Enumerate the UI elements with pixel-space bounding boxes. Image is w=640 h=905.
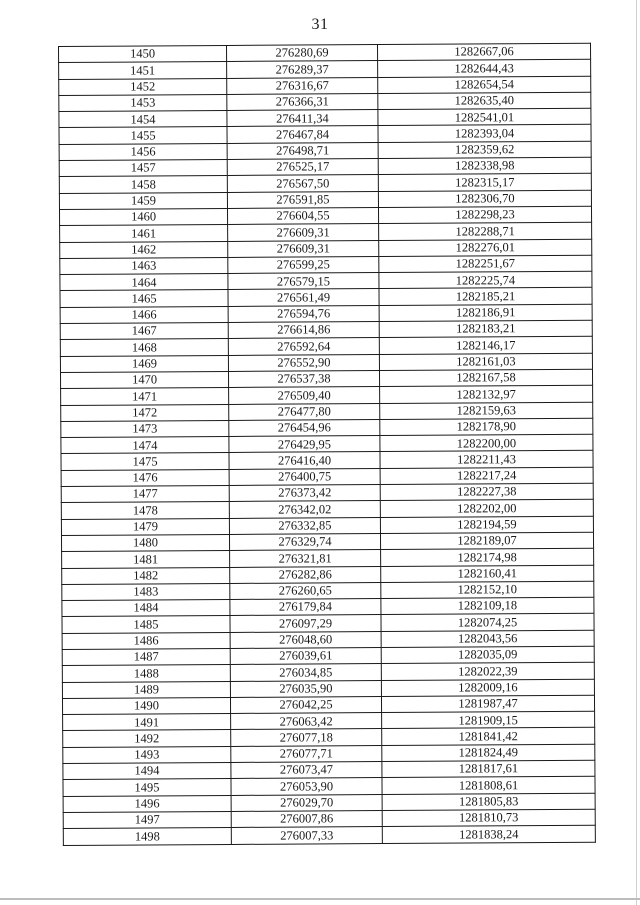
x-coordinate-cell: 276077,71 [231, 745, 382, 762]
point-number-cell: 1461 [60, 225, 228, 242]
y-coordinate-cell: 1282043,56 [381, 630, 594, 648]
point-number-cell: 1490 [62, 697, 230, 714]
point-number-cell: 1452 [59, 78, 227, 95]
y-coordinate-cell: 1282654,54 [378, 76, 591, 94]
coordinates-table-container [58, 43, 595, 846]
x-coordinate-cell: 276007,86 [231, 810, 382, 827]
x-coordinate-cell: 276042,25 [230, 696, 381, 713]
y-coordinate-cell: 1282132,97 [380, 385, 593, 403]
y-coordinate-cell: 1281817,61 [382, 760, 595, 778]
x-coordinate-cell: 276537,38 [228, 370, 379, 387]
x-coordinate-cell: 276592,64 [228, 338, 379, 355]
y-coordinate-cell: 1282298,23 [378, 206, 591, 224]
y-coordinate-cell: 1282338,98 [378, 157, 591, 175]
point-number-cell: 1458 [59, 176, 227, 193]
y-coordinate-cell: 1282200,00 [380, 434, 593, 452]
point-number-cell: 1468 [60, 339, 228, 356]
x-coordinate-cell: 276614,86 [228, 322, 379, 339]
y-coordinate-cell: 1282393,04 [378, 125, 591, 143]
x-coordinate-cell: 276525,17 [227, 159, 378, 176]
point-number-cell: 1469 [60, 355, 228, 372]
y-coordinate-cell: 1282211,43 [380, 451, 593, 469]
point-number-cell: 1486 [62, 632, 230, 649]
point-number-cell: 1497 [63, 811, 231, 828]
y-coordinate-cell: 1282306,70 [378, 190, 591, 208]
y-coordinate-cell: 1282251,67 [379, 255, 592, 273]
y-coordinate-cell: 1281909,15 [382, 711, 595, 729]
point-number-cell: 1495 [63, 779, 231, 796]
x-coordinate-cell: 276316,67 [227, 77, 378, 94]
point-number-cell: 1457 [59, 160, 227, 177]
y-coordinate-cell: 1282288,71 [379, 223, 592, 241]
point-number-cell: 1463 [60, 257, 228, 274]
y-coordinate-cell: 1282146,17 [379, 337, 592, 355]
y-coordinate-cell: 1281824,49 [382, 744, 595, 762]
point-number-cell: 1466 [60, 306, 228, 323]
x-coordinate-cell: 276609,31 [228, 224, 379, 241]
y-coordinate-cell: 1281805,83 [382, 793, 595, 811]
x-coordinate-cell: 276097,29 [230, 615, 381, 632]
x-coordinate-cell: 276332,85 [229, 517, 380, 534]
point-number-cell: 1473 [61, 420, 229, 437]
point-number-cell: 1465 [60, 290, 228, 307]
point-number-cell: 1456 [59, 143, 227, 160]
y-coordinate-cell: 1282541,01 [378, 108, 591, 126]
coordinates-table-body [59, 43, 596, 845]
y-coordinate-cell: 1282186,91 [379, 304, 592, 322]
y-coordinate-cell: 1282022,39 [381, 663, 594, 681]
x-coordinate-cell: 276035,90 [230, 680, 381, 697]
table-row [63, 825, 595, 845]
y-coordinate-cell: 1281810,73 [382, 809, 595, 827]
point-number-cell: 1454 [59, 111, 227, 128]
x-coordinate-cell: 276561,49 [228, 289, 379, 306]
page-edge-bottom [0, 898, 640, 900]
x-coordinate-cell: 276599,25 [228, 256, 379, 273]
y-coordinate-cell: 1282227,38 [380, 483, 593, 501]
x-coordinate-cell: 276373,42 [229, 485, 380, 502]
y-coordinate-cell: 1282635,40 [378, 92, 591, 110]
point-number-cell: 1492 [63, 730, 231, 747]
x-coordinate-cell: 276579,15 [228, 273, 379, 290]
point-number-cell: 1498 [63, 828, 231, 845]
y-coordinate-cell: 1282217,24 [380, 467, 593, 485]
point-number-cell: 1451 [59, 62, 227, 79]
x-coordinate-cell: 276594,76 [228, 305, 379, 322]
x-coordinate-cell: 276260,65 [230, 582, 381, 599]
x-coordinate-cell: 276411,34 [227, 110, 378, 127]
x-coordinate-cell: 276509,40 [229, 387, 380, 404]
point-number-cell: 1462 [60, 241, 228, 258]
point-number-cell: 1467 [60, 323, 228, 340]
x-coordinate-cell: 276609,31 [228, 240, 379, 257]
y-coordinate-cell: 1282644,43 [378, 60, 591, 78]
y-coordinate-cell: 1282202,00 [380, 500, 593, 518]
y-coordinate-cell: 1282160,41 [381, 565, 594, 583]
point-number-cell: 1480 [61, 534, 229, 551]
point-number-cell: 1487 [62, 648, 230, 665]
x-coordinate-cell: 276400,75 [229, 468, 380, 485]
x-coordinate-cell: 276567,50 [227, 175, 378, 192]
x-coordinate-cell: 276454,96 [229, 419, 380, 436]
x-coordinate-cell: 276007,33 [231, 827, 382, 844]
x-coordinate-cell: 276280,69 [226, 45, 377, 62]
x-coordinate-cell: 276077,18 [231, 729, 382, 746]
y-coordinate-cell: 1282174,98 [381, 548, 594, 566]
point-number-cell: 1482 [62, 567, 230, 584]
point-number-cell: 1471 [61, 388, 229, 405]
point-number-cell: 1478 [61, 502, 229, 519]
y-coordinate-cell: 1282667,06 [377, 43, 590, 61]
point-number-cell: 1488 [62, 665, 230, 682]
point-number-cell: 1475 [61, 453, 229, 470]
y-coordinate-cell: 1282315,17 [378, 174, 591, 192]
x-coordinate-cell: 276039,61 [230, 648, 381, 665]
y-coordinate-cell: 1282167,58 [379, 369, 592, 387]
point-number-cell: 1459 [59, 192, 227, 209]
page-edge-right [636, 0, 637, 905]
y-coordinate-cell: 1281987,47 [381, 695, 594, 713]
x-coordinate-cell: 276029,70 [231, 794, 382, 811]
point-number-cell: 1479 [61, 518, 229, 535]
point-number-cell: 1477 [61, 485, 229, 502]
y-coordinate-cell: 1282276,01 [379, 239, 592, 257]
point-number-cell: 1484 [62, 600, 230, 617]
y-coordinate-cell: 1282009,16 [381, 679, 594, 697]
x-coordinate-cell: 276289,37 [227, 61, 378, 78]
x-coordinate-cell: 276429,95 [229, 436, 380, 453]
x-coordinate-cell: 276282,86 [230, 566, 381, 583]
x-coordinate-cell: 276552,90 [228, 354, 379, 371]
x-coordinate-cell: 276048,60 [230, 631, 381, 648]
x-coordinate-cell: 276034,85 [230, 664, 381, 681]
y-coordinate-cell: 1282152,10 [381, 581, 594, 599]
y-coordinate-cell: 1281808,61 [382, 777, 595, 795]
point-number-cell: 1489 [62, 681, 230, 698]
point-number-cell: 1450 [59, 45, 227, 62]
y-coordinate-cell: 1282359,62 [378, 141, 591, 159]
point-number-cell: 1494 [63, 763, 231, 780]
point-number-cell: 1455 [59, 127, 227, 144]
y-coordinate-cell: 1282183,21 [379, 320, 592, 338]
x-coordinate-cell: 276467,84 [227, 126, 378, 143]
point-number-cell: 1485 [62, 616, 230, 633]
point-number-cell: 1472 [61, 404, 229, 421]
point-number-cell: 1474 [61, 437, 229, 454]
y-coordinate-cell: 1281841,42 [382, 728, 595, 746]
y-coordinate-cell: 1282159,63 [380, 402, 593, 420]
x-coordinate-cell: 276329,74 [229, 533, 380, 550]
y-coordinate-cell: 1282178,90 [380, 418, 593, 436]
point-number-cell: 1491 [63, 714, 231, 731]
point-number-cell: 1493 [63, 746, 231, 763]
point-number-cell: 1464 [60, 274, 228, 291]
y-coordinate-cell: 1282161,03 [379, 353, 592, 371]
y-coordinate-cell: 1282189,07 [380, 532, 593, 550]
x-coordinate-cell: 276179,84 [230, 599, 381, 616]
coordinates-table [58, 43, 596, 846]
y-coordinate-cell: 1282109,18 [381, 597, 594, 615]
point-number-cell: 1496 [63, 795, 231, 812]
x-coordinate-cell: 276604,55 [227, 208, 378, 225]
x-coordinate-cell: 276498,71 [227, 142, 378, 159]
x-coordinate-cell: 276321,81 [230, 550, 381, 567]
y-coordinate-cell: 1282185,21 [379, 288, 592, 306]
x-coordinate-cell: 276591,85 [227, 191, 378, 208]
y-coordinate-cell: 1282194,59 [380, 516, 593, 534]
y-coordinate-cell: 1282074,25 [381, 614, 594, 632]
point-number-cell: 1483 [62, 583, 230, 600]
y-coordinate-cell: 1282225,74 [379, 271, 592, 289]
y-coordinate-cell: 1281838,24 [382, 825, 595, 843]
x-coordinate-cell: 276477,80 [229, 403, 380, 420]
x-coordinate-cell: 276342,02 [229, 501, 380, 518]
x-coordinate-cell: 276416,40 [229, 452, 380, 469]
x-coordinate-cell: 276073,47 [231, 762, 382, 779]
x-coordinate-cell: 276366,31 [227, 93, 378, 110]
x-coordinate-cell: 276053,90 [231, 778, 382, 795]
point-number-cell: 1481 [62, 551, 230, 568]
point-number-cell: 1476 [61, 469, 229, 486]
page-number: 31 [311, 16, 329, 33]
point-number-cell: 1460 [59, 208, 227, 225]
y-coordinate-cell: 1282035,09 [381, 646, 594, 664]
point-number-cell: 1470 [60, 371, 228, 388]
point-number-cell: 1453 [59, 94, 227, 111]
x-coordinate-cell: 276063,42 [231, 713, 382, 730]
